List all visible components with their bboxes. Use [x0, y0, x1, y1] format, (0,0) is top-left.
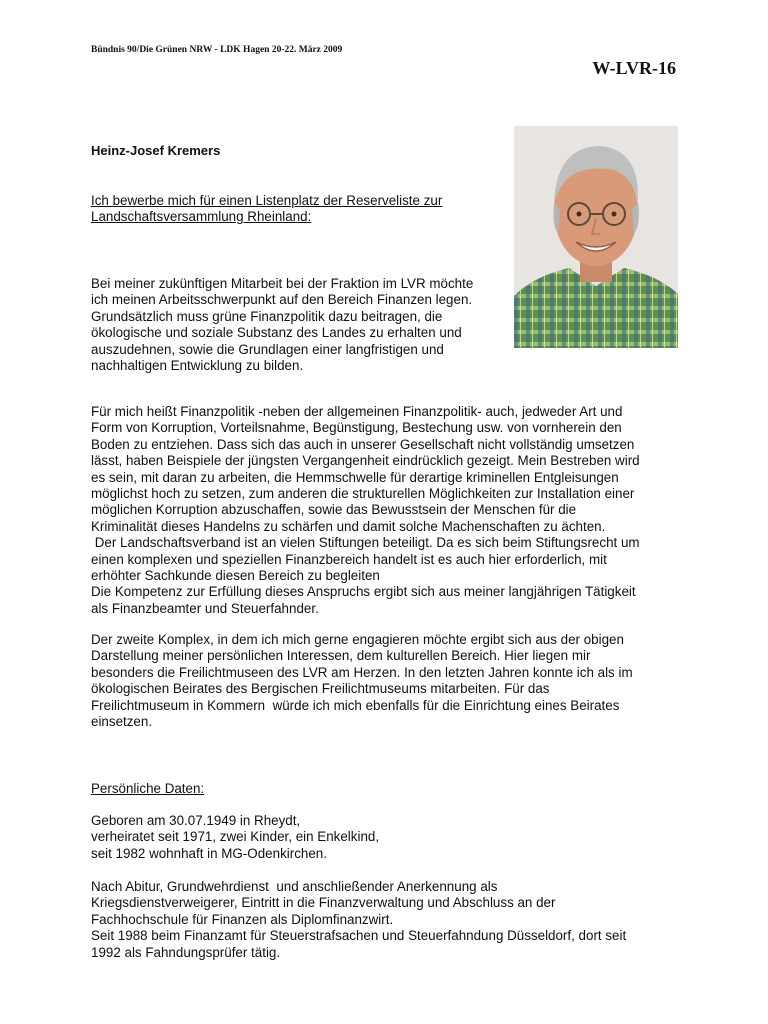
paragraph-finance-focus: Bei meiner zukünftigen Mitarbeit bei der Fraktion im LVR möchte ich meinen Arbeitsschwerpunkt auf den Bereich Finanzen legen. Grundsätzlich muss grüne Finanzpolitik dazu beitragen, die ökologische und soziale Substanz des Landes zu erhalten und auszudehnen, sowie die Grundlagen einer langfristigen und nachhaltigen Entwicklung zu bilden.	[91, 276, 474, 374]
personal-data-heading: Persönliche Daten:	[91, 781, 205, 796]
candidate-photo	[514, 126, 678, 348]
personal-data-career: Nach Abitur, Grundwehrdienst und anschließender Anerkennung als Kriegsdienstverweigerer, Eintritt in die Finanzverwaltung und Abschluss an der Fachhochschule für Finanzen als Diplomfinanzwirt. Seit 1988 beim Finanzamt für Steuerstrafsachen und Steuerfahndung Düsseldorf, dort seit 1992 als Fahndungsprüfer tätig.	[91, 879, 627, 960]
personal-data-birth: Geboren am 30.07.1949 in Rheydt, verheiratet seit 1971, zwei Kinder, ein Enkelkind, seit 1982 wohnhaft in MG-Odenkirchen.	[91, 813, 380, 861]
header-event: Bündnis 90/Die Grünen NRW - LDK Hagen 20-22. März 2009	[91, 45, 343, 55]
candidate-name: Heinz-Josef Kremers	[91, 143, 221, 158]
document-code: W-LVR-16	[592, 58, 676, 78]
paragraph-anti-corruption: Für mich heißt Finanzpolitik -neben der allgemeinen Finanzpolitik- auch, jedweder Art und Form von Korruption, Vorteilsnahme, Begünstigung, Bestechung usw. von vornherein den Boden zu entziehen. Dass sich das auch in unserer Gesellschaft nicht vollständig umsetzen lässt, haben Beispiele der jüngsten Vergangenheit eindrücklich gezeigt. Mein Bestreben wird es sein, mit daran zu arbeiten, die Hemmschwelle für derartige kriminellen Entgleisungen möglichst hoch zu setzen, zum anderen die strukturellen Möglichkeiten zur Installation einer möglichen Korruption abzuschaffen, sowie das Bewusstsein der Menschen für die Kriminalität dieses Handelns zu schärfen und damit solche Machenschaften zu ächten. Der Landschaftsverband ist an vielen Stiftungen beteiligt. Da es sich beim Stiftungsrecht um einen komplexen und speziellen Finanzbereich handelt ist es auch hier erforderlich, mit erhöhter Sachkunde diesen Bereich zu begleiten Die Kompetenz zur Erfüllung dieses Anspruchs ergibt sich aus meiner langjährigen Tätigkeit als Finanzbeamter und Steuerfahnder.	[91, 404, 640, 616]
application-statement: Ich bewerbe mich für einen Listenplatz der Reserveliste zur Landschaftsversammlung Rheinland:	[91, 193, 443, 225]
paragraph-culture: Der zweite Komplex, in dem ich mich gerne engagieren möchte ergibt sich aus der obigen Darstellung meiner persönlichen Interessen, dem kulturellen Bereich. Hier liegen mir besonders die Freilichtmuseen des LVR am Herzen. In den letzten Jahren konnte ich als im ökologischen Beirates des Bergischen Freilichtmuseums mitarbeiten. Für das Freilichtmuseum in Kommern würde ich mich ebenfalls für die Einrichtung eines Beirates einsetzen.	[91, 632, 633, 730]
